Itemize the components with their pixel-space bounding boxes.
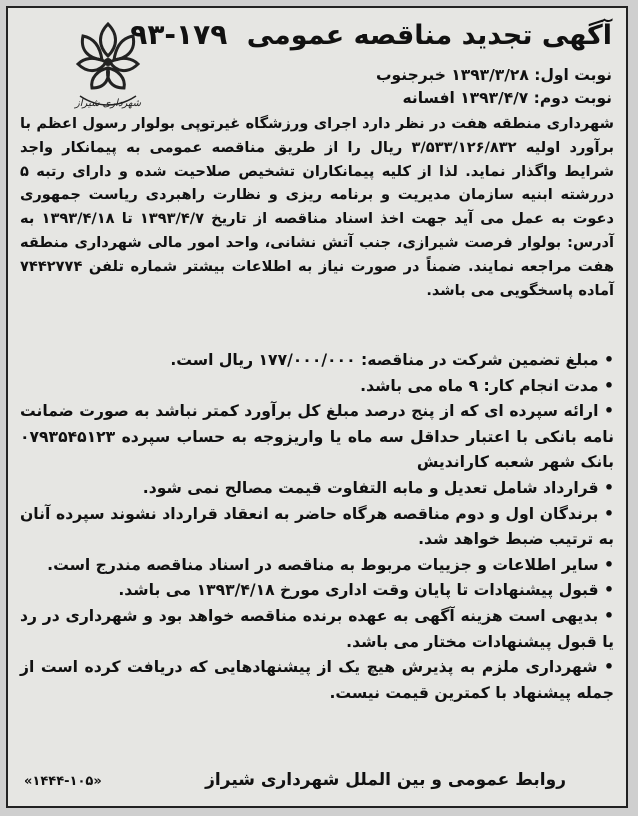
title-text: آگهی تجدید مناقصه عمومی bbox=[246, 20, 612, 51]
page-title bbox=[130, 18, 612, 51]
announcement-page bbox=[6, 6, 628, 808]
ad-code: «۱۴۴۴-۱۰۵» bbox=[24, 774, 102, 789]
footer bbox=[24, 770, 566, 794]
logo-text: شهرداری شیراز bbox=[74, 98, 142, 109]
list-item: • مدت انجام کار: ۹ ماه می باشد. bbox=[20, 374, 614, 400]
conditions-list bbox=[20, 348, 614, 706]
title-number: ۱۷۹-۹۳ bbox=[130, 18, 228, 51]
publication-round-one: نوبت اول: ۱۳۹۳/۳/۲۸ خبرجنوب bbox=[375, 66, 612, 84]
list-item: • قرارداد شامل تعدیل و مابه التفاوت قیمت مصالح نمی شود. bbox=[20, 476, 614, 502]
list-item: • بدیهی است هزینه آگهی به عهده برنده مناقصه خواهد بود و شهرداری در رد یا قبول پیشنهادات مختار می باشد. bbox=[20, 604, 614, 655]
publication-round-two: نوبت دوم: ۱۳۹۳/۴/۷ افسانه bbox=[402, 89, 612, 107]
list-item: • برندگان اول و دوم مناقصه هرگاه حاضر به انعقاد قرارداد نشوند سپرده آنان به ترتیب ضبط خواهد شد. bbox=[20, 502, 614, 553]
list-item: • ارائه سپرده ای که از پنج درصد مبلغ کل برآورد کمتر نباشد به صورت ضمانت نامه بانکی با اعتبار حداقل سه ماه یا واریزوجه به حساب سپرده ۰۷۹۳۵۴۵۱۲۳ بانک شهر شعبه کارانديش bbox=[20, 399, 614, 476]
list-item: • شهرداری ملزم به پذیرش هیچ یک از پیشنهادهایی که دریافت کرده است از جمله پیشنهاد با کمترین قیمت نیست. bbox=[20, 655, 614, 706]
header bbox=[22, 14, 612, 109]
list-item: • مبلغ تضمین شرکت در مناقصه: ۱۷۷/۰۰۰/۰۰۰ ریال است. bbox=[20, 348, 614, 374]
list-item: • سایر اطلاعات و جزییات مربوط به مناقصه در اسناد مناقصه مندرج است. bbox=[20, 553, 614, 579]
signature: روابط عمومی و بین الملل شهرداری شیراز bbox=[205, 770, 566, 790]
announcement-body bbox=[20, 112, 614, 302]
body-paragraph: شهرداری منطقه هفت در نظر دارد اجرای ورزشگاه غیرتوپی بولوار رسول اعظم با برآورد اولیه ۳/۵۳۳/۱۲۶/۸۳۲ ریال را از طریق مناقصه عمومی به پیمانکار واجد شرایط واگذار نماید. لذا از کلیه پیمانکاران تشخیص صلاحیت شده و دارای رتبه ۵ دررشته ابنیه سازمان مدیریت و برنامه ریزی و نظارت راهبردی ریاست جمهوری دعوت به عمل می آید جهت اخذ اسناد مناقصه از تاریخ ۱۳۹۳/۴/۷ تا ۱۳۹۳/۴/۱۸ به آدرس: بولوار فرصت شیرازی، جنب آتش نشانی، واحد امور مالی شهرداری منطقه هفت مراجعه نمایند. ضمناً در صورت نیاز به اطلاعات بیشتر شماره تلفن ۷۴۴۲۷۷۴ آماده پاسخگویی می باشد. bbox=[20, 115, 615, 299]
list-item: • قبول پیشنهادات تا پایان وقت اداری مورخ ۱۳۹۳/۴/۱۸ می باشد. bbox=[20, 578, 614, 604]
shiraz-municipality-logo bbox=[58, 16, 158, 112]
